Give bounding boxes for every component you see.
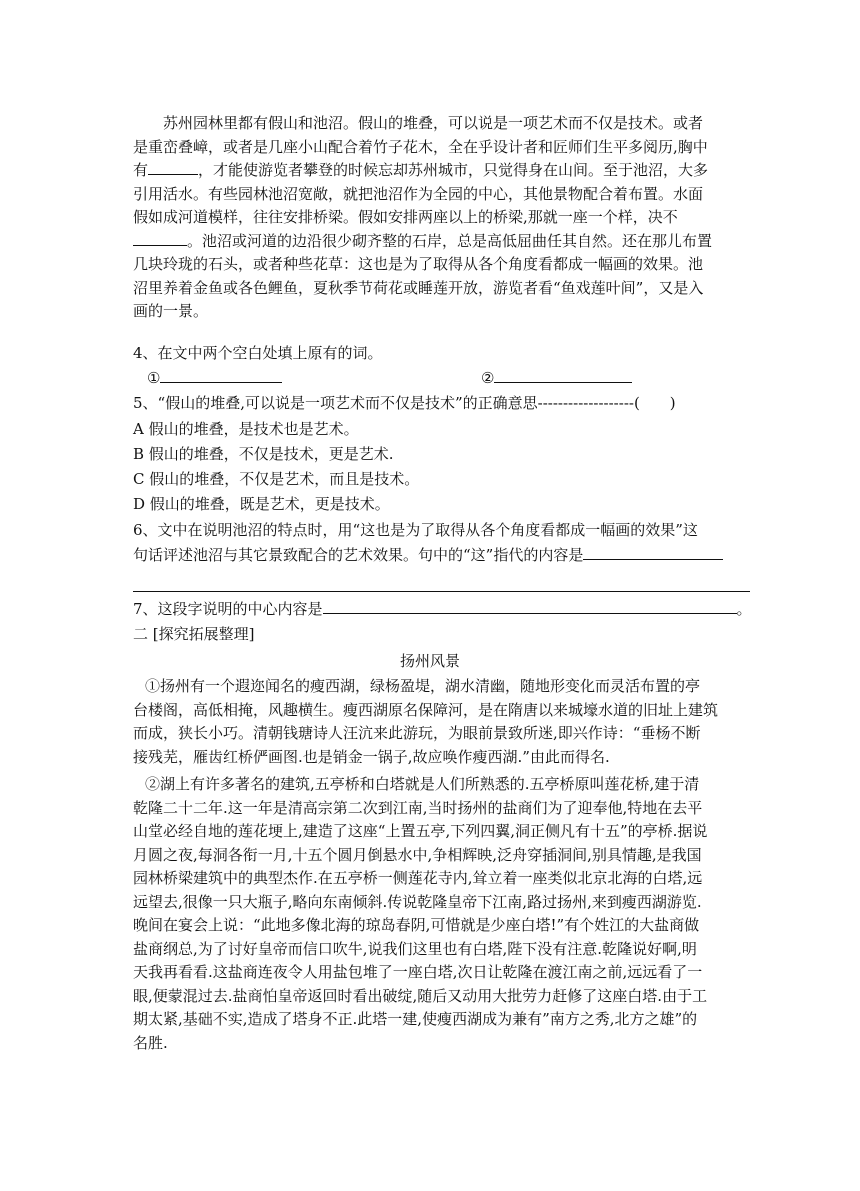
passage-line: 。池沼或河道的边沿很少砌齐整的石岸，总是高低屈曲任其自然。还在那儿布置 <box>133 230 753 254</box>
option-c[interactable]: C 假山的堆叠，不仅是艺术，而且是技术。 <box>133 470 420 488</box>
question-4: 4、在文中两个空白处填上原有的词。 <box>133 344 383 362</box>
passage-line: 苏州园林里都有假山和池沼。假山的堆叠，可以说是一项艺术而不仅是技术。或者 <box>163 114 704 132</box>
passage-line: 假如成河道模样，往往安排桥梁。假如安排两座以上的桥梁,那就一座一个样，决不 <box>133 208 678 226</box>
question-5: 5、“假山的堆叠,可以说是一项艺术而不仅是技术”的正确意思-------------------( ) <box>133 394 676 412</box>
passage-line: 几块玲珑的石头，或者种些花草：这也是为了取得从各个角度看都成一幅画的效果。池 <box>133 255 704 273</box>
section-heading: 二 [探究拓展整理] <box>133 625 255 643</box>
fill-blank-1[interactable] <box>148 160 198 175</box>
passage-yangzhou-para-1 <box>133 675 753 769</box>
passage-line: 接残芜，雁齿红桥俨画图.也是销金一锅子,故应唤作瘦西湖.”由此而得名. <box>133 747 610 766</box>
passage-line: 而成，狭长小巧。清朝钱瑭诗人汪沆来此游玩，为眼前景致所迷,即兴作诗：“垂杨不断 <box>133 724 701 742</box>
passage-line: 名胜. <box>133 1033 168 1052</box>
passage-line: 山堂必经自地的莲花埂上,建造了这座“上置五亭,下列四翼,洞正侧凡有十五”的亭桥.据说 <box>133 822 708 840</box>
passage-line: ②湖上有许多著名的建筑,五亭桥和白塔就是人们所熟悉的.五亭桥原叫莲花桥,建于清 <box>145 775 700 793</box>
passage-line: 期太紧,基础不实,造成了塔身不正.此塔一建,使瘦西湖成为兼有”南方之秀,北方之雄”的 <box>133 1010 698 1028</box>
question-6: 6、文中在说明池沼的特点时，用“这也是为了取得从各个角度看都成一幅画的效果”这 <box>133 521 698 539</box>
answer-line-6[interactable] <box>583 545 723 560</box>
passage-line: 眼,便蒙混过去.盐商怕皇帝返回时看出破绽,随后又动用大批劳力赶修了这座白塔.由于工 <box>133 986 708 1005</box>
passage-line: 园林桥梁建筑中的典型杰作.在五亭桥一侧莲花寺内,耸立着一座类似北京北海的白塔,远 <box>133 869 703 887</box>
passage-line: 沼里养着金鱼或各色鲤鱼，夏秋季节荷花或睡莲开放，游览者看“鱼戏莲叶间”，又是入 <box>133 278 704 297</box>
option-b[interactable]: B 假山的堆叠，不仅是技术，更是艺术. <box>133 445 394 463</box>
option-d[interactable]: D 假山的堆叠，既是艺术，更是技术。 <box>133 495 390 513</box>
passage-line: 晚间在宴会上说：“此地多像北海的琼岛春阴,可惜就是少座白塔!”有个姓江的大盐商做 <box>133 916 700 934</box>
answer-line-7[interactable] <box>323 599 737 614</box>
answer-blank-1: ① <box>147 366 282 390</box>
passage-line: 乾隆二十二年.这一年是清高宗第二次到江南,当时扬州的盐商们为了迎奉他,特地在去平 <box>133 798 703 817</box>
passage-line: 有 ，才能使游览者攀登的时候忘却苏州城市，只觉得身在山间。至于池沼，大多 <box>133 161 709 179</box>
answer-line-6-extra[interactable] <box>133 591 750 592</box>
fill-blank-2[interactable] <box>133 231 187 246</box>
question-6-continued: 句话评述池沼与其它景致配合的艺术效果。句中的“这”指代的内容是 <box>133 543 723 567</box>
question-7: 7、这段字说明的中心内容是 。 <box>133 600 752 618</box>
answer-blank-2: ② <box>481 366 632 390</box>
passage-line: 画的一景。 <box>133 302 209 320</box>
passage-line: 是重峦叠嶂，或者是几座小山配合着竹子花木，全在乎设计者和匠师们生平多阅历,胸中 <box>133 137 708 156</box>
passage-line: 远望去,很像一只大瓶子,略向东南倾斜.传说乾隆皇帝下江南,路过扬州,来到瘦西湖游览. <box>133 892 702 911</box>
answer-line-1[interactable] <box>160 368 282 383</box>
article-title: 扬州风景 <box>399 652 460 670</box>
answer-line-2[interactable] <box>494 368 632 383</box>
passage-yangzhou-para-2 <box>133 773 753 1055</box>
passage-line: 天我再看看.这盐商连夜令人用盐包堆了一座白塔,次日让乾隆在渡江南之前,远远看了一 <box>133 963 703 981</box>
passage-line: 盐商纲总,为了讨好皇帝而信口吹牛,说我们这里也有白塔,陛下没有注意.乾隆说好啊,明 <box>133 939 697 958</box>
passage-suzhou-gardens <box>133 112 753 324</box>
option-a[interactable]: A 假山的堆叠，是技术也是艺术。 <box>133 420 359 438</box>
passage-line: 月圆之夜,每洞各衔一月,十五个圆月倒悬水中,争相辉映,泛舟穿插洞间,别具情趣,是我国 <box>133 845 702 864</box>
passage-line: ①扬州有一个遐迩闻名的瘦西湖，绿杨盈堤，湖水清幽，随地形变化而灵活布置的亭 <box>145 677 701 695</box>
passage-line: 台楼阁，高低相掩，风趣横生。瘦西湖原名保障河，是在隋唐以来城壕水道的旧址上建筑 <box>133 700 719 719</box>
passage-line: 引用活水。有些园林池沼宽敞，就把池沼作为全园的中心，其他景物配合着布置。水面 <box>133 184 704 203</box>
